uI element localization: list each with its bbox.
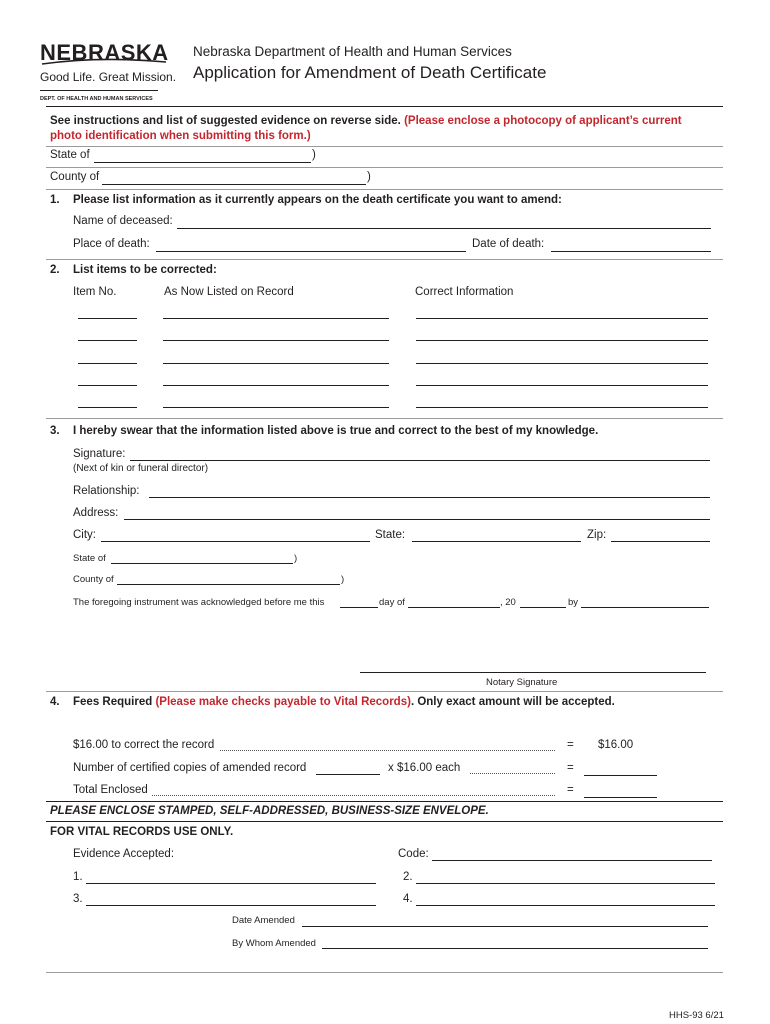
evidence-4-label: 4. [403,893,413,905]
total-amount-field[interactable] [584,797,657,798]
ack-day-field[interactable] [340,607,378,608]
evidence-2-field[interactable] [416,883,715,884]
col-as-now-listed: As Now Listed on Record [164,286,294,298]
date-of-death-label: Date of death: [472,238,545,250]
evidence-label: Evidence Accepted: [73,848,175,860]
correct-info-field[interactable] [416,340,708,341]
notary-state-paren: ) [294,553,298,564]
fee1-amount: $16.00 [598,739,634,751]
total-label: Total Enclosed [73,784,148,796]
fee1-label: $16.00 to correct the record [73,739,215,751]
form-id: HHS-93 6/21 [669,1010,724,1021]
col-correct-info: Correct Information [415,286,514,298]
place-of-death-field[interactable] [156,251,466,252]
state-paren: ) [312,149,316,161]
item-no-field[interactable] [78,363,137,364]
notary-county-label: County of [73,574,114,585]
ack-day-label: day of [379,597,405,608]
ack-month-field[interactable] [408,607,500,608]
signature-sublabel: (Next of kin or funeral director) [73,463,209,474]
as-now-field[interactable] [163,407,389,408]
city-label: City: [73,529,96,541]
ack-text: The foregoing instrument was acknowledged before me this [73,597,325,608]
signature-field[interactable] [130,460,710,461]
name-of-deceased-label: Name of deceased: [73,215,173,227]
signature-label: Signature: [73,448,126,460]
section4-heading: Fees Required (Please make checks payable to Vital Records). Only exact amount will be accepted. [73,696,615,708]
item-no-field[interactable] [78,318,137,319]
zip-field[interactable] [611,541,710,542]
fee2-amount-field[interactable] [584,775,657,776]
intro-note: (Please enclose a photocopy of applicant’s current [404,115,682,127]
state-label: State of [50,149,90,161]
col-item-no: Item No. [73,286,117,298]
date-of-death-field[interactable] [551,251,711,252]
notary-state-field[interactable] [111,563,293,564]
item-no-field[interactable] [78,340,137,341]
logo-dept: DEPT. OF HEALTH AND HUMAN SERVICES [40,96,153,102]
notary-county-field[interactable] [117,584,340,585]
evidence-1-label: 1. [73,871,83,883]
as-now-field[interactable] [163,340,389,341]
notary-county-paren: ) [341,574,345,585]
notary-state-label: State of [73,553,106,564]
state-field[interactable] [94,162,311,163]
intro-note-2: photo identification when submitting this form.) [50,130,311,142]
as-now-field[interactable] [163,363,389,364]
section1-number: 1. [50,194,60,206]
evidence-3-field[interactable] [86,905,376,906]
envelope-note: PLEASE ENCLOSE STAMPED, SELF-ADDRESSED, BUSINESS-SIZE ENVELOPE. [50,805,489,817]
ack-year-field[interactable] [520,607,566,608]
date-amended-field[interactable] [302,926,708,927]
section4-number: 4. [50,696,60,708]
code-field[interactable] [432,860,712,861]
county-paren: ) [367,171,371,183]
code-label: Code: [398,848,429,860]
fee2-multiplier: x $16.00 each [388,762,461,774]
section3-heading: I hereby swear that the information listed above is true and correct to the best of my knowledge. [73,425,599,437]
addr-state-field[interactable] [412,541,581,542]
fee1-eq: = [567,739,574,751]
correct-info-field[interactable] [416,385,708,386]
correct-info-field[interactable] [416,318,708,319]
by-whom-label: By Whom Amended [232,938,316,949]
evidence-2-label: 2. [403,871,413,883]
ack-by-field[interactable] [581,607,709,608]
correct-info-field[interactable] [416,407,708,408]
zip-label: Zip: [587,529,607,541]
fee2-eq: = [567,762,574,774]
by-whom-field[interactable] [322,948,708,949]
county-label: County of [50,171,100,183]
section3-number: 3. [50,425,60,437]
item-no-field[interactable] [78,407,137,408]
relationship-label: Relationship: [73,485,140,497]
office-use-heading: FOR VITAL RECORDS USE ONLY. [50,826,234,838]
page-title: Application for Amendment of Death Certificate [193,63,547,82]
section2-heading: List items to be corrected: [73,264,217,276]
notary-signature-field[interactable] [360,672,706,673]
address-label: Address: [73,507,119,519]
address-field[interactable] [124,519,710,520]
ack-by-label: by [568,597,579,608]
place-of-death-label: Place of death: [73,238,150,250]
intro-text: See instructions and list of suggested evidence on reverse side. [50,115,401,127]
section1-heading: Please list information as it currently appears on the death certificate you want to amend: [73,194,562,206]
correct-info-field[interactable] [416,363,708,364]
as-now-field[interactable] [163,318,389,319]
notary-signature-label: Notary Signature [486,677,558,688]
evidence-3-label: 3. [73,893,83,905]
logo-swoosh-icon [40,57,170,67]
section2-number: 2. [50,264,60,276]
org-name: Nebraska Department of Health and Human Services [193,44,512,59]
city-field[interactable] [101,541,370,542]
copies-count-field[interactable] [316,774,380,775]
logo-wordmark: NEBRASKA [40,40,169,65]
county-field[interactable] [102,184,366,185]
evidence-4-field[interactable] [416,905,715,906]
as-now-field[interactable] [163,385,389,386]
total-eq: = [567,784,574,796]
ack-year-label: , 20 [500,597,516,608]
item-no-field[interactable] [78,385,137,386]
fee2-label: Number of certified copies of amended record [73,762,307,774]
logo-tagline: Good Life. Great Mission. [40,70,177,84]
relationship-field[interactable] [149,497,710,498]
name-of-deceased-field[interactable] [177,228,711,229]
nebraska-logo [40,40,176,102]
evidence-1-field[interactable] [86,883,376,884]
date-amended-label: Date Amended [232,915,295,926]
addr-state-label: State: [375,529,406,541]
section4-check-note: (Please make checks payable to Vital Records) [155,696,411,708]
